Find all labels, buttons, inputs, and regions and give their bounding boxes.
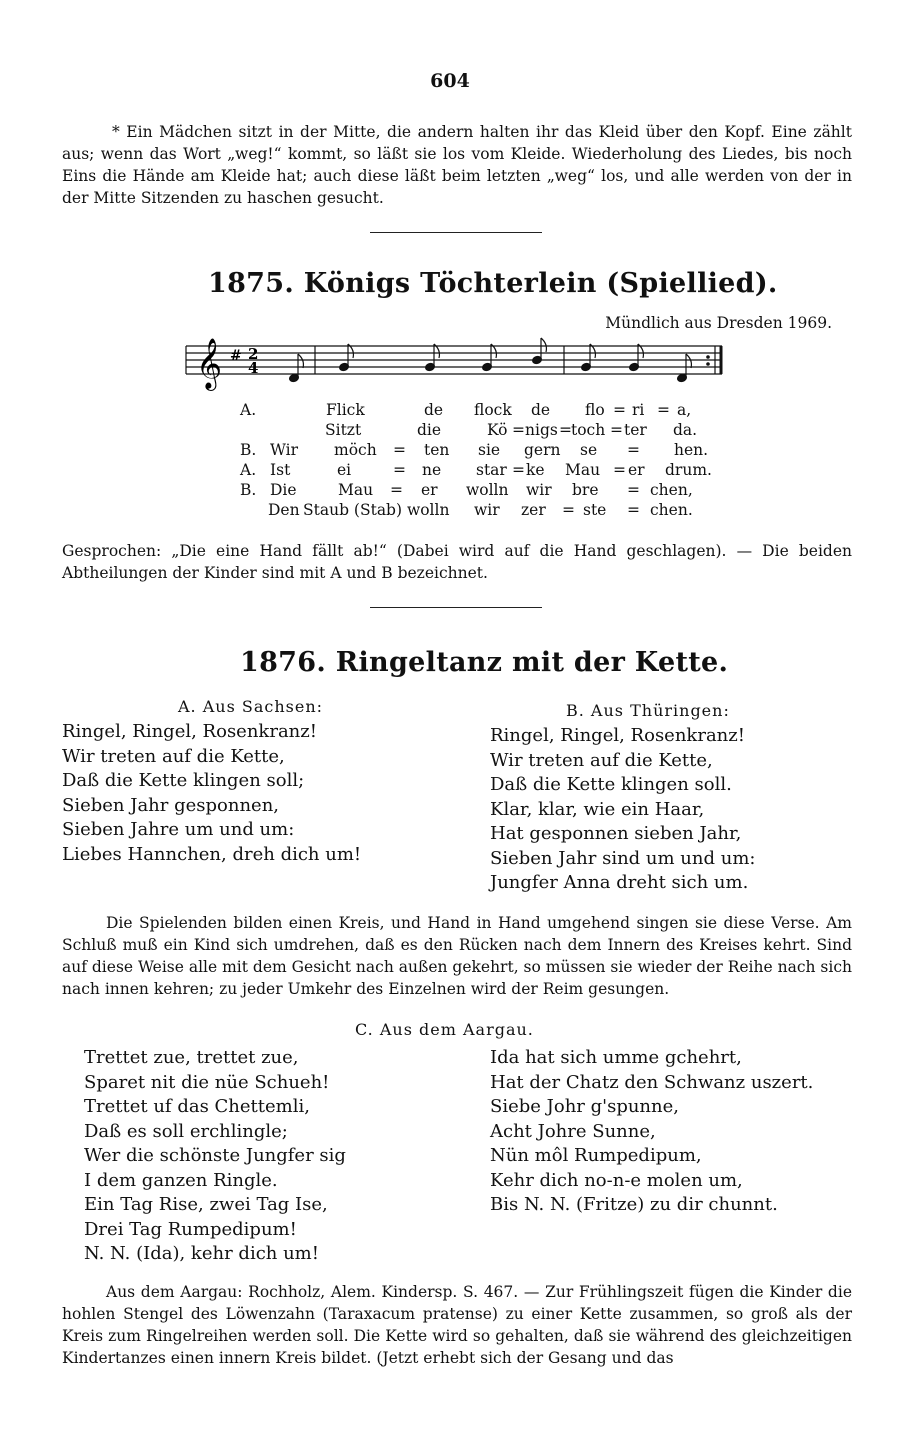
lyric-syllable: B. <box>240 441 257 459</box>
poem-line: Wir treten auf die Kette, <box>490 749 713 771</box>
lyric-syllable: = <box>613 461 626 479</box>
poem-line: Klar, klar, wie ein Haar, <box>490 798 705 820</box>
lyric-syllable: wir <box>526 481 552 499</box>
poem-line: Wer die schönste Jungfer sig <box>84 1145 346 1166</box>
lyric-syllable: Den <box>268 501 300 519</box>
lyric-syllable: de <box>531 401 551 419</box>
sharp-icon: # <box>230 348 242 364</box>
poem-line: Ida hat sich umme gchehrt, <box>490 1047 742 1068</box>
version-a-heading: A. Aus Sachsen: <box>178 697 324 716</box>
lyric-syllable: da. <box>673 421 698 439</box>
lyric-syllable: er <box>421 481 438 499</box>
lyric-syllable: Die <box>270 481 297 499</box>
lyric-syllable: B. <box>240 481 257 499</box>
lyric-syllable: hen. <box>674 441 709 459</box>
lyric-syllable: = <box>512 461 525 479</box>
poem-line: Sparet nit die nüe Schueh! <box>84 1071 330 1093</box>
lyric-syllable: ter <box>624 421 647 439</box>
song-title: Ringeltanz mit der Kette. <box>335 647 729 678</box>
song-number: 1875. <box>208 268 295 299</box>
version-c-right-poem <box>490 1046 813 1218</box>
page-number: 604 <box>430 70 470 92</box>
time-signature-bottom: 4 <box>248 359 259 377</box>
repeat-dot <box>706 362 710 366</box>
lyric-syllable: Wir <box>270 441 299 459</box>
poem-line: Trettet uf das Chettemli, <box>84 1096 310 1117</box>
song-source: Mündlich aus Dresden 1969. <box>605 314 832 332</box>
lyric-syllable: die <box>417 421 442 439</box>
version-a-poem <box>62 720 361 867</box>
treble-clef-icon: 𝄞 <box>196 338 223 389</box>
lyric-syllable: = <box>512 421 525 439</box>
lyric-syllable: toch <box>571 421 606 439</box>
poem-line: Sieben Jahr sind um und um: <box>490 847 756 869</box>
lyric-syllable: Ist <box>270 461 291 479</box>
lyric-syllable: Kö <box>487 421 508 439</box>
lyric-syllable: A. <box>240 401 257 419</box>
lyric-syllable: ste <box>583 501 607 519</box>
poem-line: Acht Johre Sunne, <box>490 1120 656 1142</box>
poem-line: I dem ganzen Ringle. <box>84 1169 278 1191</box>
lyric-syllable: flo <box>585 401 605 419</box>
song-number: 1876. <box>240 647 327 678</box>
version-b-poem <box>490 724 755 896</box>
lyric-syllable: = <box>657 401 670 419</box>
poem-line: Daß die Kette klingen soll; <box>62 770 305 791</box>
lyric-syllable: star <box>476 461 507 479</box>
lyric-syllable: = <box>627 441 640 459</box>
poem-line: N. N. (Ida), kehr dich um! <box>84 1243 319 1264</box>
lyric-syllable: = <box>610 421 623 439</box>
song-1876-description: Die Spielenden bilden einen Kreis, und Hand in Hand umgehend singen sie diese Verse. Am Schluß muß ein Kind sich umdrehen, daß es den Rücken nach dem Innern des Kreises kehrt. Sind auf diese Weise alle mit dem Gesicht nach außen gekehrt, so müssen sie wieder der Reihe nach sich nach innen kehren; zu jeder Umkehr des Einzelnen wird der Reim gesungen. <box>62 914 852 998</box>
lyric-syllable: Mau <box>338 481 374 499</box>
poem-line: Sieben Jahr gesponnen, <box>62 794 280 816</box>
song-1876-heading <box>240 647 728 678</box>
time-signature-top: 2 <box>248 345 259 363</box>
lyric-syllable: = <box>627 481 640 499</box>
lyric-syllable: chen. <box>650 501 693 519</box>
poem-line: Drei Tag Rumpedipum! <box>84 1218 297 1240</box>
lyric-syllable: Mau <box>565 461 601 479</box>
song-1876-source-note: Aus dem Aargau: Rochholz, Alem. Kindersp. S. 467. — Zur Frühlingszeit fügen die Kinder die hohlen Stengel des Löwenzahn (Taraxacum pratense) zu einer Kette zusammen, so groß als der Kreis zum Ringelreihen werden soll. Die Kette wird so gehalten, daß sie während des gleichzeitigen Kindertanzes einen innern Kreis bildet. (Jetzt erhebt sich der Gesang und das <box>62 1283 852 1367</box>
lyric-syllable: ke <box>526 461 545 479</box>
song-1875-note: Gesprochen: „Die eine Hand fällt ab!“ (Dabei wird auf die Hand geschlagen). — Die beiden Abtheilungen der Kinder sind mit A und B bezeichnet. <box>62 542 852 582</box>
lyric-syllable: ne <box>422 461 442 479</box>
lyric-syllable: Staub (Stab) wolln <box>303 501 450 519</box>
poem-line: Daß es soll erchlingle; <box>84 1120 288 1142</box>
poem-line: Siebe Johr g'spunne, <box>490 1096 679 1117</box>
lyric-syllable: Sitzt <box>325 421 362 439</box>
lyric-syllable: möch <box>334 441 377 459</box>
lyric-syllable: drum. <box>665 461 712 479</box>
version-c-heading: C. Aus dem Aargau. <box>355 1020 534 1039</box>
lyric-syllable: = <box>393 461 406 479</box>
section-divider <box>370 232 542 233</box>
lyric-syllable: chen, <box>650 481 693 499</box>
poem-line: Daß die Kette klingen soll. <box>490 774 732 795</box>
music-staff <box>182 336 727 396</box>
poem-line: Hat gesponnen sieben Jahr, <box>490 823 742 844</box>
poem-line: Ringel, Ringel, Rosenkranz! <box>490 725 745 746</box>
lyric-syllable: gern <box>524 441 561 459</box>
lyric-syllable: = <box>562 501 575 519</box>
poem-line: Kehr dich no-n-e molen um, <box>490 1169 743 1191</box>
lyric-syllable: wolln <box>466 481 509 499</box>
song-title: Königs Töchterlein (Spiellied). <box>303 268 778 299</box>
poem-line: Liebes Hannchen, dreh dich um! <box>62 843 362 865</box>
lyric-syllable: = <box>390 481 403 499</box>
poem-line: Nün môl Rumpedipum, <box>490 1145 702 1166</box>
poem-line: Ringel, Ringel, Rosenkranz! <box>62 721 317 742</box>
lyric-syllable: = <box>627 501 640 519</box>
poem-line: Bis N. N. (Fritze) zu dir chunnt. <box>490 1194 778 1215</box>
lyric-syllable: a, <box>677 401 692 419</box>
lyric-syllable: wir <box>474 501 500 519</box>
lyric-syllable: nigs <box>525 421 558 439</box>
lyric-syllable: zer <box>521 501 546 519</box>
lyric-syllable: flock <box>474 401 512 419</box>
poem-line: Jungfer Anna dreht sich um. <box>490 872 749 893</box>
lyric-syllable: ten <box>424 441 450 459</box>
lyric-syllable: er <box>628 461 645 479</box>
lyric-syllable: de <box>424 401 444 419</box>
lyric-syllable: Flick <box>326 401 365 419</box>
poem-line: Trettet zue, trettet zue, <box>84 1047 299 1068</box>
version-c-left-poem <box>84 1046 346 1267</box>
lyric-syllable: A. <box>240 461 257 479</box>
poem-line: Hat der Chatz den Schwanz uszert. <box>490 1071 814 1093</box>
footnote-text: Ein Mädchen sitzt in der Mitte, die andern halten ihr das Kleid über den Kopf. Eine zählt aus; wenn das Wort „weg!“ kommt, so läßt sie los vom Kleide. Wiederholung des Liedes, bis noch Eins die Hände am Kleide hat; auch diese läßt beim letzten „weg“ los, und alle werden von der in der Mitte Sitzenden zu haschen gesucht. <box>62 123 852 207</box>
footnote-marker: * <box>112 123 120 141</box>
song-1875-heading <box>208 268 778 299</box>
lyric-syllable: = <box>559 421 572 439</box>
lyric-syllable: se <box>580 441 598 459</box>
poem-line: Sieben Jahre um und um: <box>62 819 295 840</box>
poem-line: Wir treten auf die Kette, <box>62 745 285 767</box>
poem-line: Ein Tag Rise, zwei Tag Ise, <box>84 1194 328 1215</box>
lyric-syllable: sie <box>478 441 501 459</box>
lyric-syllable: = <box>613 401 626 419</box>
lyric-syllable: ri <box>632 401 645 419</box>
lyric-syllable: = <box>393 441 406 459</box>
lyric-syllable: ei <box>337 461 352 479</box>
version-b-heading: B. Aus Thüringen: <box>566 701 730 720</box>
lyric-syllable: bre <box>572 481 599 499</box>
repeat-dot <box>706 355 710 359</box>
section-divider <box>370 607 542 608</box>
footnote <box>62 121 852 209</box>
